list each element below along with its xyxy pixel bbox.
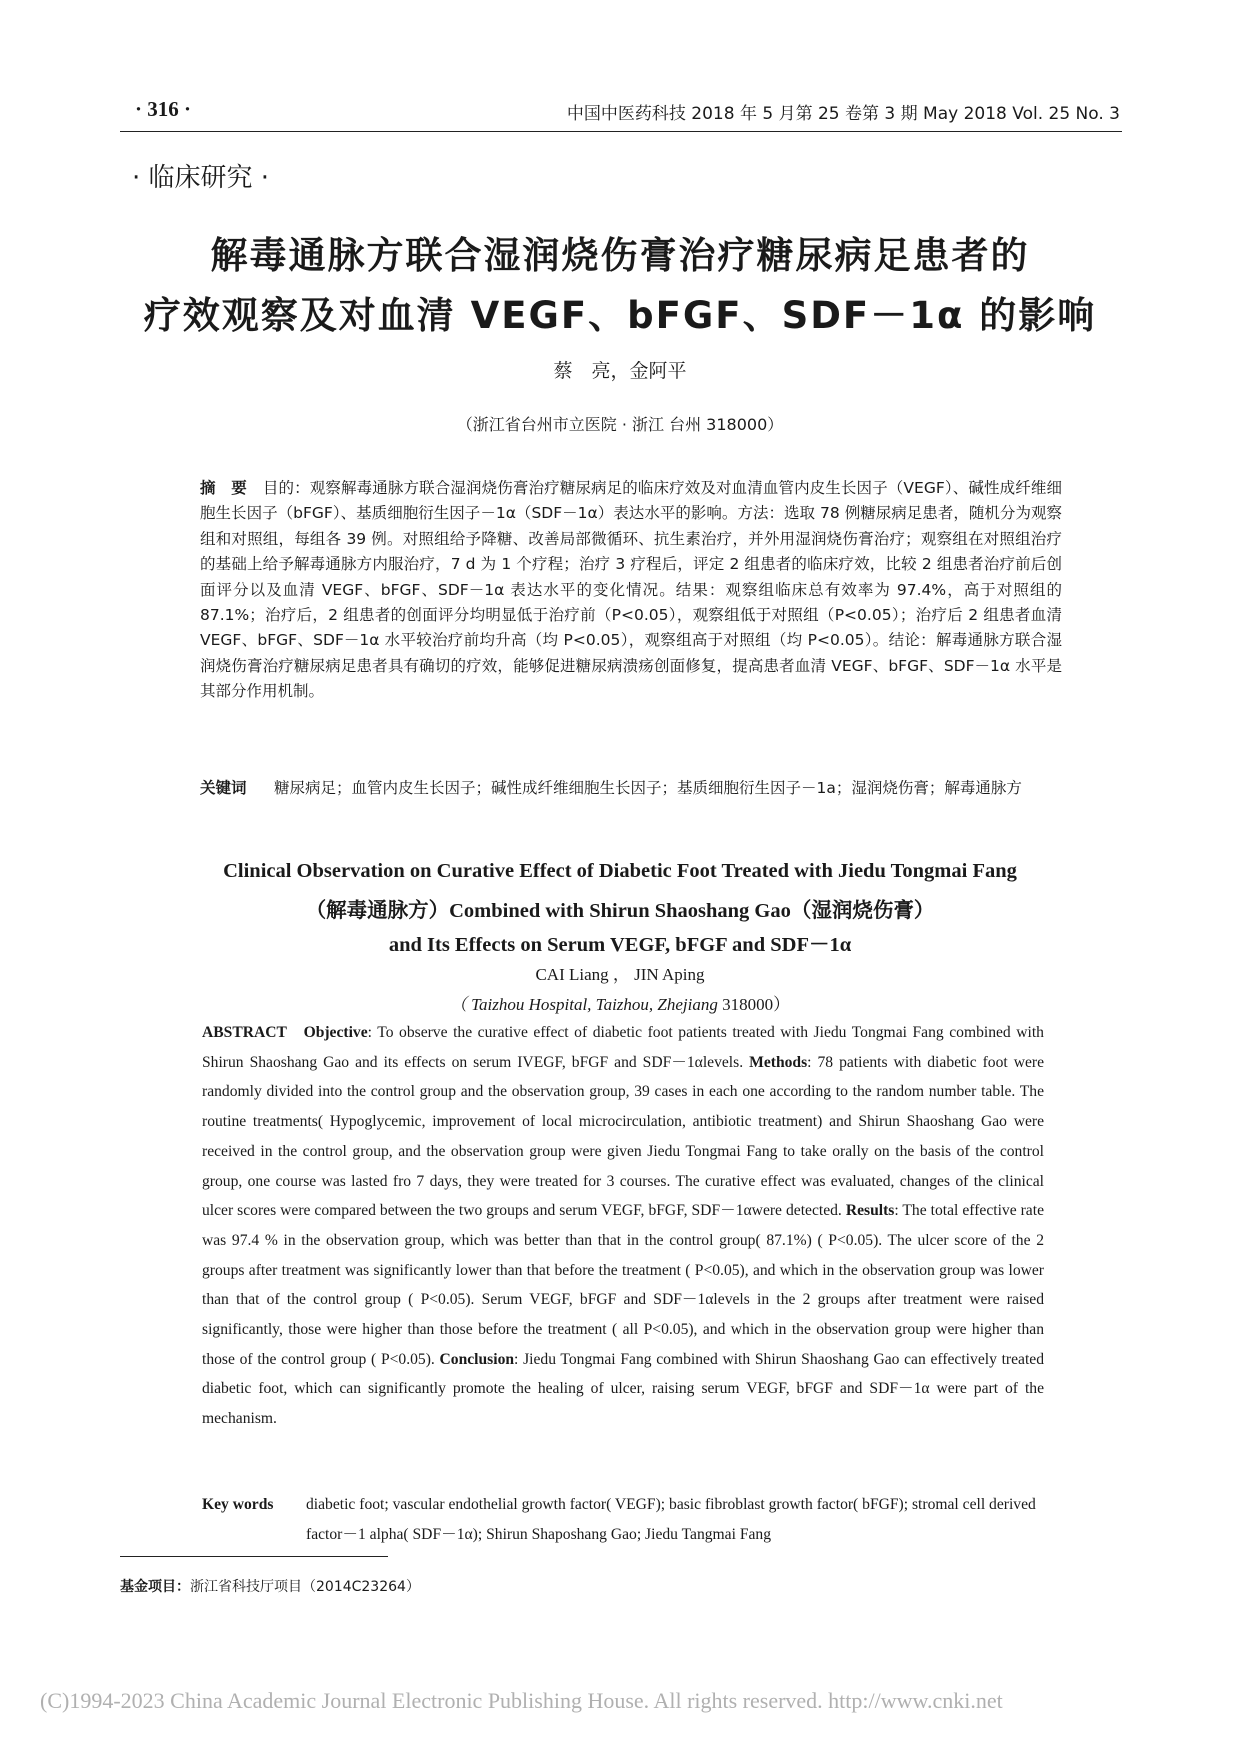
abstract-cn bbox=[200, 476, 1062, 705]
abstract-en-label: ABSTRACT bbox=[202, 1024, 287, 1041]
keywords-en-text: diabetic foot; vascular endothelial growth factor( VEGF); basic fibroblast growth factor( bFGF); stromal cell derived factor－1 alpha( SDF－1α); Shirun Shaposhang Gao; Jiedu Tangmai Fang bbox=[306, 1496, 1036, 1543]
conclusion-text: : Jiedu Tongmai Fang combined with Shirun Shaoshang Gao can effectively treated diabetic foot, which can significantly promote the healing of ulcer, raising serum VEGF, bFGF and SDF－1α were part of the mechanism. bbox=[202, 1350, 1044, 1428]
title-en-line2: （解毒通脉方）Combined with Shirun Shaoshang Gao（湿润烧伤膏） bbox=[305, 900, 935, 922]
footnote-rule bbox=[120, 1556, 388, 1557]
authors-cn: 蔡 亮，金阿平 bbox=[553, 360, 687, 382]
funding-label: 基金项目： bbox=[120, 1579, 190, 1595]
keywords-en bbox=[202, 1490, 1062, 1550]
keywords-en-label: Key words bbox=[202, 1496, 274, 1513]
objective-text: : To observe the curative effect of diabetic foot patients treated with Jiedu Tongmai Fang combined with Shirun Shaoshang Gao and its effects on serum IVEGF, bFGF and SDF－1αlevels. bbox=[202, 1024, 1044, 1071]
keywords-cn bbox=[200, 776, 1062, 801]
methods-text: : 78 patients with diabetic foot were randomly divided into the control group and the observation group, 39 cases in each one according to the random number table. The routine treatments( Hypoglycemic, improvement of local microcirculation, antibiotic treatment) and Shirun Shaoshang Gao were received in the control group, and the observation group were given Jiedu Tongmai Fang to take orally on the basis of the control group, one course was lasted fro 7 days, they were treated for 3 courses. The curative effect was evaluated, changes of the clinical ulcer scores were compared between the two groups and serum VEGF, bFGF, SDF－1αwere detected. bbox=[202, 1053, 1045, 1220]
header-rule bbox=[120, 131, 1122, 132]
affiliation-cn: （浙江省台州市立医院 · 浙江 台州 318000） bbox=[456, 415, 784, 434]
results-text: : The total effective rate was 97.4 % in the observation group, which was better than that in the control group( 87.1%) ( P<0.05). The ulcer score of the 2 groups after treatment was significantly lower than that before the treatment ( P<0.05), and which in the observation group was lower than that of the control group ( P<0.05). Serum VEGF, bFGF and SDF－1αlevels in the 2 groups after treatment were raised significantly, those were higher than those before the treatment ( all P<0.05), and which in the observation group were higher than those of the control group ( P<0.05). bbox=[202, 1202, 1044, 1368]
abstract-cn-text: 目的：观察解毒通脉方联合湿润烧伤膏治疗糖尿病足的临床疗效及对血清血管内皮生长因子（VEGF）、碱性成纤维细胞生长因子（bFGF）、基质细胞衍生因子－1α（SDF－1α）表达水平的影响。方法：选取 78 例糖尿病足患者，随机分为观察组和对照组，每组各 39 例。对照组给予降糖、改善局部微循环、抗生素治疗，并外用湿润烧伤膏治疗；观察组在对照组治疗的基础上给予解毒通脉方内服治疗，7 d 为 1 个疗程；治疗 3 疗程后，评定 2 组患者的临床疗效，比较 2 组患者治疗前后创面评分以及血清 VEGF、bFGF、SDF－1α 表达水平的变化情况。结果：观察组临床总有效率为 97.4%，高于对照组的 87.1%；治疗后，2 组患者的创面评分均明显低于治疗前（P<0.05），观察组低于对照组（P<0.05）；治疗后 2 组患者血清 VEGF、bFGF、SDF－1α 水平较治疗前均升高（均 P<0.05），观察组高于对照组（均 P<0.05）。结论：解毒通脉方联合湿润烧伤膏治疗糖尿病足患者具有确切的疗效，能够促进糖尿病溃疡创面修复，提高患者血清 VEGF、bFGF、SDF－1α 水平是其部分作用机制。 bbox=[200, 479, 1062, 701]
funding-text: 浙江省科技厅项目（2014C23264） bbox=[190, 1579, 420, 1595]
affiliation-en-postcode: 318000） bbox=[717, 995, 791, 1014]
methods-label: Methods bbox=[749, 1053, 808, 1071]
abstract-en bbox=[202, 1018, 1044, 1434]
title-cn-line1: 解毒通脉方联合湿润烧伤膏治疗糖尿病足患者的 bbox=[210, 234, 1030, 277]
funding-note bbox=[120, 1576, 420, 1596]
authors-en: CAI Liang ， JIN Aping bbox=[535, 965, 705, 984]
section-label: · 临床研究 · bbox=[132, 163, 270, 193]
abstract-cn-label: 摘 要 bbox=[200, 479, 247, 497]
affiliation-en bbox=[120, 990, 1120, 1015]
results-label: Results bbox=[845, 1202, 895, 1220]
title-en-line1: Clinical Observation on Curative Effect of Diabetic Foot Treated with Jiedu Tongmai Fang bbox=[223, 860, 1017, 882]
copyright-watermark: (C)1994-2023 China Academic Journal Electronic Publishing House. All rights reserved. http://www.cnki.net bbox=[40, 1688, 1003, 1713]
affiliation-en-italic: （ Taizhou Hospital, Taizhou, Zhejiang bbox=[449, 995, 718, 1014]
conclusion-label: Conclusion bbox=[439, 1350, 515, 1368]
page-number: · 316 · bbox=[135, 97, 192, 121]
keywords-cn-label: 关键词 bbox=[200, 779, 247, 797]
journal-header: 中国中医药科技 2018 年 5 月第 25 卷第 3 期 May 2018 Vol. 25 No. 3 bbox=[566, 104, 1120, 124]
keywords-cn-text: 糖尿病足；血管内皮生长因子；碱性成纤维细胞生长因子；基质细胞衍生因子－1a；湿润烧伤膏；解毒通脉方 bbox=[274, 779, 1022, 797]
objective-label: Objective bbox=[303, 1024, 368, 1041]
title-cn-line2: 疗效观察及对血清 VEGF、bFGF、SDF－1α 的影响 bbox=[143, 294, 1097, 337]
title-en-line3: and Its Effects on Serum VEGF, bFGF and SDF－1α bbox=[388, 934, 852, 956]
